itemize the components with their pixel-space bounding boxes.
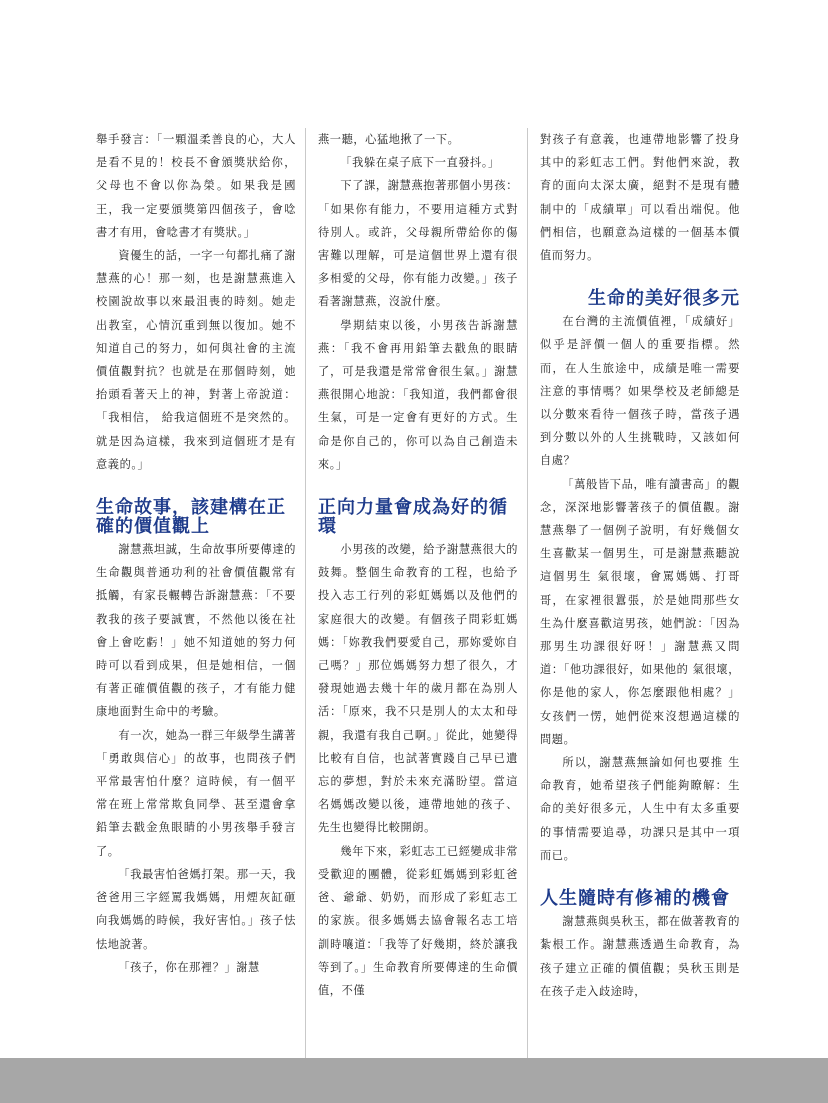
footer-band — [0, 1058, 828, 1103]
paragraph: 所以，謝慧燕無論如何也要推 生命教育，她希望孩子們能夠瞭解：生命的美好很多元，人生中有太多重要的事情需要追尋，功課只是其中一項而已。 — [540, 756, 740, 862]
column-divider — [527, 128, 528, 1058]
paragraph: 「孩子，你在那裡？」謝慧 — [118, 960, 260, 974]
paragraph: 舉手發言：「一顆溫柔善良的心，大人是看不見的！校長不會頒獎狀給你，父母也不會以你為榮。如果我是國王，我一定要頒獎第四個孩子，會唸書才有用，會唸書才有獎狀。」 — [96, 133, 296, 239]
paragraph: 下了課，謝慧燕抱著那個小男孩：「如果你有能力，不要用這種方式對待別人。或許，父母親所帶給你的傷害難以理解，可是這個世界上還有很多相愛的父母，你有能力改變。」孩子看著謝慧燕，沒說什麼。 — [318, 179, 518, 309]
paragraph: 幾年下來，彩虹志工已經變成非常受歡迎的團體，從彩虹媽媽到彩虹爸爸、爺爺、奶奶，而形成了彩虹志工的家族。很多媽媽去協會報名志工培訓時嚷道：「我等了好幾期，終於讓我等到了。」生命教育所要傳達的生命價值，不僅 — [318, 844, 518, 997]
column-3 — [540, 128, 740, 1003]
paragraph: 燕一聽，心猛地揪了一下。 — [318, 133, 460, 146]
paragraph: 資優生的話，一字一句都扎痛了謝慧燕的心！那一刻，也是謝慧燕進入校園說故事以來最沮喪的時刻。她走出教室，心情沉重到無以復加。她不知道自己的努力，如何與社會的主流價值觀對抗？也就是在那個時刻，她抬頭看著天上的神，對著上帝說道：「我相信， 給我這個班不是突然的。就是因為這樣，我來到這個班才是有意義的。」 — [96, 249, 296, 471]
section-heading: 正向力量會成為好的循環 — [318, 497, 508, 538]
paragraph: 在台灣的主流價值裡，「成績好」似乎是評價一個人的重要指標。然而，在人生旅途中，成績是唯一需要注意的事情嗎？如果學校及老師總是以分數來看待一個孩子時，當孩子遇到分數以外的人生挑戰時，又該如何自處？ — [540, 315, 740, 468]
paragraph: 學期結束以後，小男孩告訴謝慧燕：「我不會再用鉛筆去戳魚的眼睛了，可是我還是常常會很生氣。」謝慧燕很開心地說：「我知道，我們都會很生氣，可是一定會有更好的方式。生命是你自己的，你可以為自己創造未來。」 — [318, 318, 518, 471]
paragraph: 對孩子有意義，也連帶地影響了投身其中的彩虹志工們。對他們來說，教育的面向太深太廣，絕對不是現有體制中的「成績單」可以看出端倪。他們相信，也願意為這樣的一個基本價值而努力。 — [540, 133, 740, 263]
paragraph: 小男孩的改變，給予謝慧燕很大的鼓舞。整個生命教育的工程，也給予投入志工行列的彩虹媽媽以及他們的家庭很大的改變。有個孩子問彩虹媽媽：「妳教我們要愛自己，那妳愛妳自己嗎？」那位媽媽努力想了很久，才發現她過去幾十年的歲月都在為別人活：「原來，我不只是別人的太太和母親，我還有我自己啊。」從此，她變得比較有自信，也試著實踐自己早已遺忘的夢想，對於未來充滿盼望。當這名媽媽改變以後，連帶地她的孩子、先生也變得比較開朗。 — [318, 543, 518, 835]
paragraph: 「我最害怕爸媽打架。那一天，我爸爸用三字經罵我媽媽，用煙灰缸砸向我媽媽的時候，我好害怕。」孩子怯怯地說著。 — [96, 867, 296, 951]
section-heading: 人生隨時有修補的機會 — [540, 888, 730, 910]
section-heading: 生命的美好很多元 — [588, 288, 740, 310]
paragraph: 謝慧燕坦誠，生命故事所要傳達的生命觀與普通功利的社會價值觀常有抵觸，有家長輾轉告訴謝慧燕：「不要教我的孩子要誠實，不然他以後在社會上會吃虧！」她不知道她的努力何時可以看到成果，但是她相信，一個有著正確價值觀的孩子，才有能力健康地面對生命中的考驗。 — [96, 543, 296, 719]
column-1 — [96, 128, 296, 979]
section-heading: 生命故事，該建構在正確的價值觀上 — [96, 497, 286, 538]
column-divider — [305, 128, 306, 1058]
column-2 — [318, 128, 518, 1002]
paragraph: 「萬般皆下品，唯有讀書高」的觀念，深深地影響著孩子的價值觀。謝慧燕舉了一個例子說明，有好幾個女生喜歡某一個男生，可是謝慧燕聽說這個男生 氣很壞，會罵媽媽、打哥哥，在家裡很囂張，於是她問那些女生為什麼喜歡這男孩，她們說：「因為那男生功課很好呀！」謝慧燕又問道：「他功課很好，如果他的 氣很壞，你是他的家人，你怎麼跟他相處？」女孩們一愣，她們從來沒想過這樣的問題。 — [540, 477, 740, 746]
paragraph: 謝慧燕與吳秋玉，都在做著教育的紮根工作。謝慧燕透過生命教育，為孩子建立正確的價值觀；吳秋玉則是在孩子走入歧途時， — [540, 915, 740, 998]
paragraph: 「我躲在桌子底下一直發抖。」 — [340, 156, 500, 170]
paragraph: 有一次，她為一群三年級學生講著「勇敢與信心」的故事，也問孩子們平常最害怕什麼？這時候，有一個平常在班上常常欺負同學、甚至還會拿鉛筆去戳金魚眼睛的小男孩舉手發言了。 — [96, 728, 296, 858]
